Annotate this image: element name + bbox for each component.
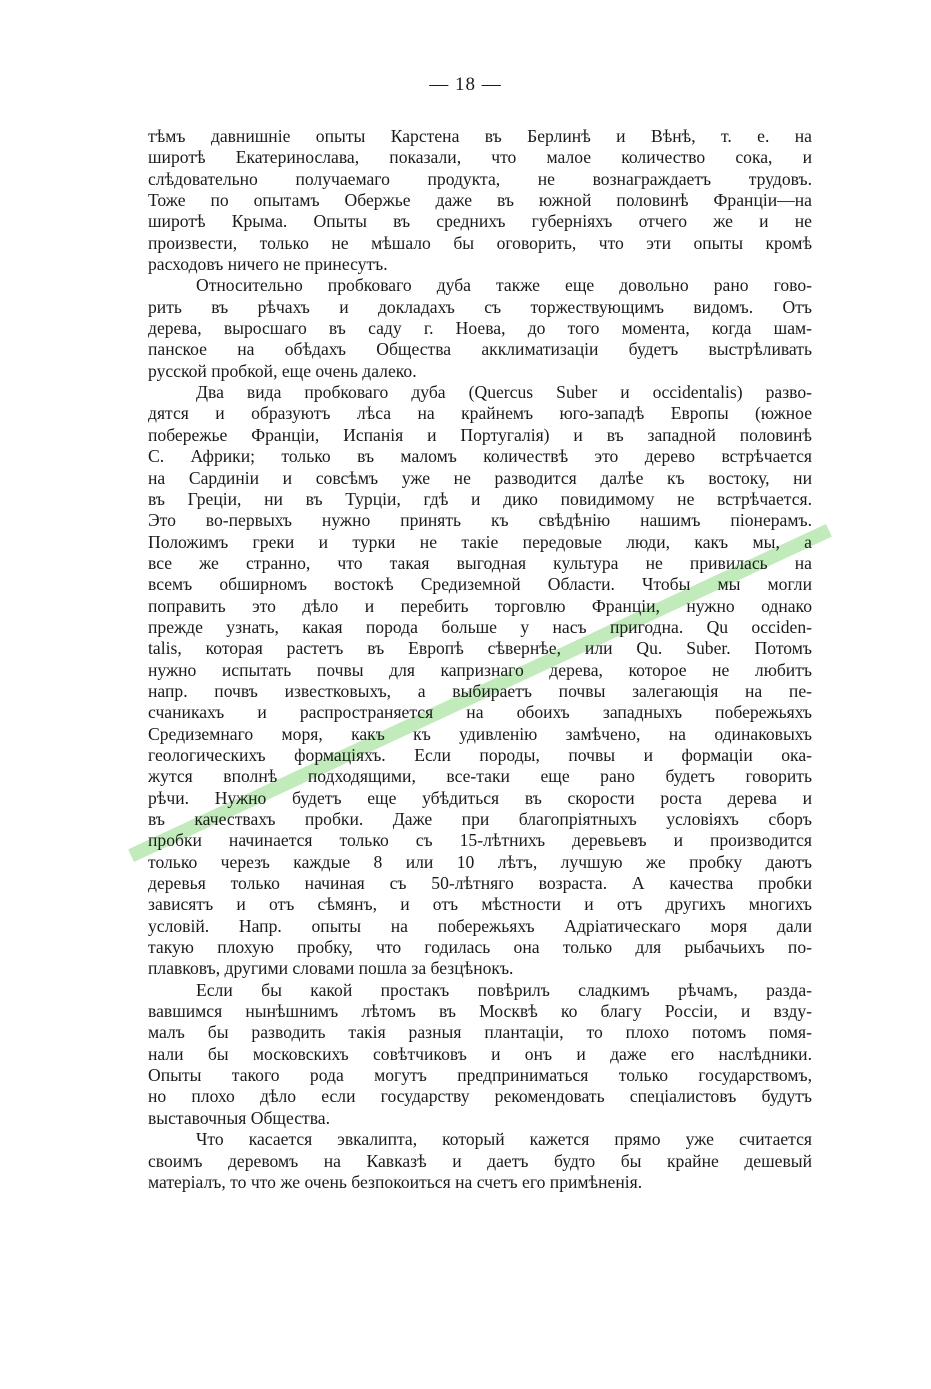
text-line: произвести, только не мѣшало бы оговорить, что эти опыты кромѣ <box>148 232 812 253</box>
text-line: дятся и образуютъ лѣса на крайнемъ юго-западѣ Европы (южное <box>148 403 812 424</box>
text-line: С. Африки; только въ маломъ количествѣ это дерево встрѣчается <box>148 446 812 467</box>
text-line: малъ бы разводить такія разныя плантаціи, то плохо потомъ помя- <box>148 1022 812 1043</box>
text-line: тѣмъ давнишніе опыты Карстена въ Берлинѣ и Вѣнѣ, т. е. на <box>148 126 812 146</box>
text-line: такую плохую пробку, что годилась она только для рыбачьихъ по- <box>148 937 812 958</box>
page-number: — 18 — <box>429 74 502 95</box>
text-line: широтѣ Крыма. Опыты въ среднихъ губерніяхъ отчего же и не <box>148 211 812 232</box>
text-line: расходовъ ничего не принесутъ. <box>148 254 388 275</box>
text-line: дерева, выросшаго въ саду г. Ноева, до того момента, когда шам- <box>148 318 812 339</box>
text-line: зависятъ и отъ сѣмянъ, и отъ мѣстности и отъ другихъ многихъ <box>148 894 812 915</box>
text-line: нали бы московскихъ совѣтчиковъ и онъ и даже его наслѣдники. <box>148 1043 812 1064</box>
text-line: жутся вполнѣ подходящими, все-таки еще рано будетъ говорить <box>148 766 812 787</box>
text-line: нужно испытать почвы для капризнаго дерева, которое не любитъ <box>148 659 812 680</box>
text-line: всемъ обширномъ востокѣ Средиземной Области. Чтобы мы могли <box>148 574 812 595</box>
text-line: на Сардиніи и совсѣмъ уже не разводится далѣе къ востоку, ни <box>148 467 812 488</box>
text-line: напр. почвъ известковыхъ, а выбираетъ почвы залегающія на пе- <box>148 680 812 701</box>
text-line: плавковъ, другими словами пошла за безцѣнокъ. <box>148 958 514 979</box>
text-line: вавшимся нынѣшнимъ лѣтомъ въ Москвѣ ко благу Россіи, и взду- <box>148 1001 812 1022</box>
text-line: выставочныя Общества. <box>148 1107 330 1128</box>
text-line: слѣдовательно получаемаго продукта, не вознаграждаетъ трудовъ. <box>148 168 812 189</box>
text-line: Два вида пробковаго дуба (Quercus Suber и occidentalis) разво- <box>196 382 812 403</box>
text-line: условій. Напр. опыты на побережьяхъ Адріатическаго моря дали <box>148 915 812 936</box>
text-line: побережье Франціи, Испанія и Португалія) и въ западной половинѣ <box>148 424 812 445</box>
text-line: Если бы какой простакъ повѣрилъ сладкимъ рѣчамъ, разда- <box>196 979 812 1000</box>
text-line: все же странно, что такая выгодная культура не привилась на <box>148 552 812 573</box>
text-line: матеріалъ, то что же очень безпокоиться на счетъ его примѣненія. <box>148 1171 643 1192</box>
text-line: Тоже по опытамъ Обержье даже въ южной половинѣ Франціи—на <box>148 190 812 211</box>
text-line: панское на обѣдахъ Общества акклиматизаціи будетъ выстрѣливать <box>148 339 812 360</box>
body-text <box>148 126 812 1193</box>
text-line: Относительно пробковаго дуба также еще довольно рано гово- <box>196 275 812 296</box>
text-line: пробки начинается только съ 15-лѣтнихъ деревьевъ и производится <box>148 830 812 851</box>
text-line: деревья только начиная съ 50-лѣтняго возраста. А качества пробки <box>148 873 812 894</box>
text-line: рѣчи. Нужно будетъ еще убѣдиться въ скорости роста дерева и <box>148 787 812 808</box>
text-line: широтѣ Екатеринослава, показали, что малое количество сока, и <box>148 147 812 168</box>
text-line: въ Греціи, ни въ Турціи, гдѣ и дико повидимому не встрѣчается. <box>148 488 812 509</box>
text-line: рить въ рѣчахъ и докладахъ съ торжествующимъ видомъ. Отъ <box>148 296 812 317</box>
text-line: talis, которая растетъ въ Европѣ сѣвернѣе, или Qu. Suber. Потомъ <box>148 638 812 659</box>
text-line: Это во-первыхъ нужно принять къ свѣдѣнію нашимъ піонерамъ. <box>148 510 812 531</box>
text-line: счаникахъ и распространяется на обоихъ западныхъ побережьяхъ <box>148 702 812 723</box>
text-line: своимъ деревомъ на Кавказѣ и даетъ будто бы крайне дешевый <box>148 1150 812 1171</box>
text-line: прежде узнать, какая порода больше у насъ пригодна. Qu occiden- <box>148 616 812 637</box>
text-line: но плохо дѣло если государству рекомендовать спеціалистовъ будутъ <box>148 1086 812 1107</box>
text-line: Положимъ греки и турки не такіе передовые люди, какъ мы, а <box>148 531 812 552</box>
text-line: поправить это дѣло и перебить торговлю Франціи, нужно однако <box>148 595 812 616</box>
text-line: Средиземнаго моря, какъ къ удивленію замѣчено, на одинаковыхъ <box>148 723 812 744</box>
text-line: геологическихъ формаціяхъ. Если породы, почвы и формаціи ока- <box>148 744 812 765</box>
text-line: русской пробкой, еще очень далеко. <box>148 360 417 381</box>
text-line: только черезъ каждые 8 или 10 лѣтъ, лучшую же пробку даютъ <box>148 851 812 872</box>
text-line: въ качествахъ пробки. Даже при благопріятныхъ условіяхъ сборъ <box>148 809 812 829</box>
text-line: Что касается эвкалипта, который кажется прямо уже считается <box>196 1129 812 1150</box>
text-line: Опыты такого рода могутъ предприниматься только государствомъ, <box>148 1065 812 1086</box>
